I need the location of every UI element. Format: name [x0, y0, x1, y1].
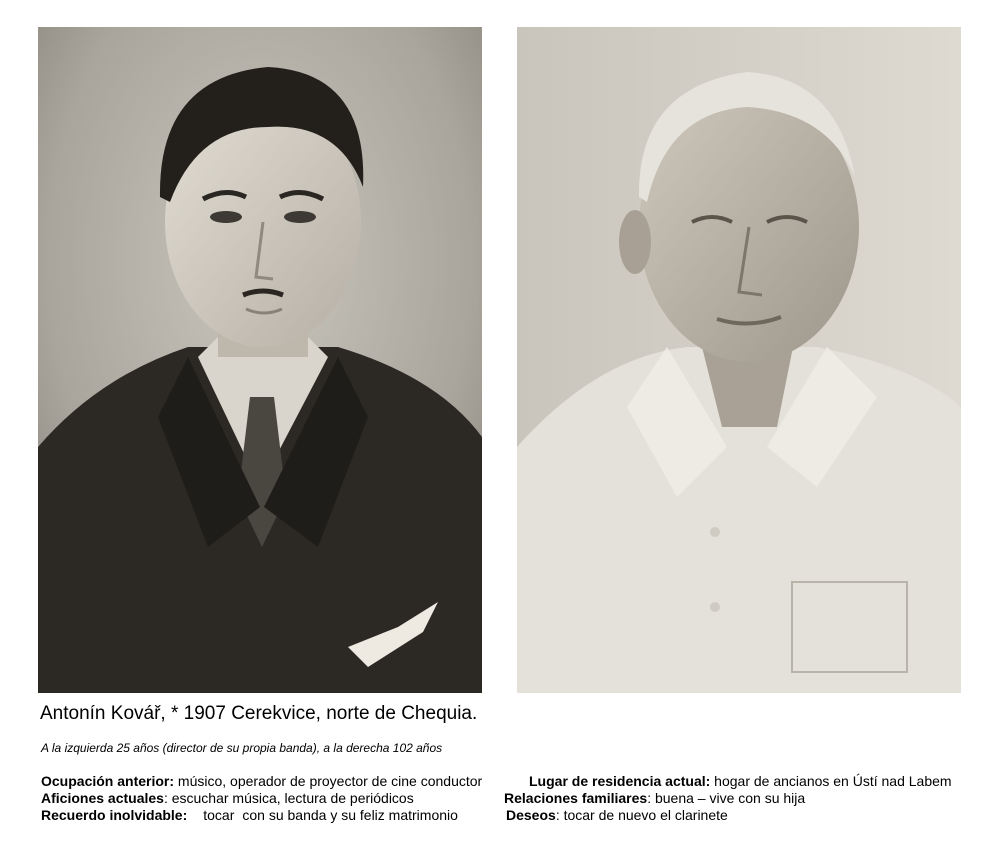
- detail-row-residence: [504, 773, 952, 790]
- detail-label: Deseos: [506, 807, 556, 823]
- detail-value: músico, operador de proyector de cine conductor: [174, 773, 483, 789]
- detail-value: tocar: [203, 807, 235, 823]
- detail-value: : escuchar música, lectura de periódicos: [163, 790, 414, 806]
- detail-value: : buena – vive con su hija: [647, 790, 806, 806]
- portrait-caption: Antonín Kovář, * 1907 Cerekvice, norte de Chequia.: [40, 703, 478, 724]
- details-right-column: [504, 773, 952, 824]
- detail-value: hogar de ancianos en Ústí nad Labem: [710, 773, 952, 789]
- details-left-column: [41, 773, 482, 824]
- detail-row-occupation: [41, 773, 482, 790]
- detail-row-family: [504, 790, 952, 807]
- detail-value: con su banda y su feliz matrimonio: [242, 807, 458, 823]
- age-note: A la izquierda 25 años (director de su propia banda), a la derecha 102 años: [41, 741, 443, 755]
- detail-row-wishes: [504, 807, 952, 824]
- portrait-young-photo: [38, 27, 482, 693]
- detail-value: : tocar de nuevo el clarinete: [555, 807, 728, 823]
- detail-label: Relaciones familiares: [504, 790, 648, 806]
- detail-row-memory: [41, 807, 482, 824]
- portrait-elderly-photo: [517, 27, 961, 693]
- detail-label: Ocupación anterior:: [41, 773, 175, 789]
- detail-row-hobbies: [41, 790, 482, 807]
- detail-label: Aficiones actuales: [41, 790, 164, 806]
- detail-label: Lugar de residencia actual:: [529, 773, 711, 789]
- detail-label: Recuerdo inolvidable:: [41, 807, 188, 823]
